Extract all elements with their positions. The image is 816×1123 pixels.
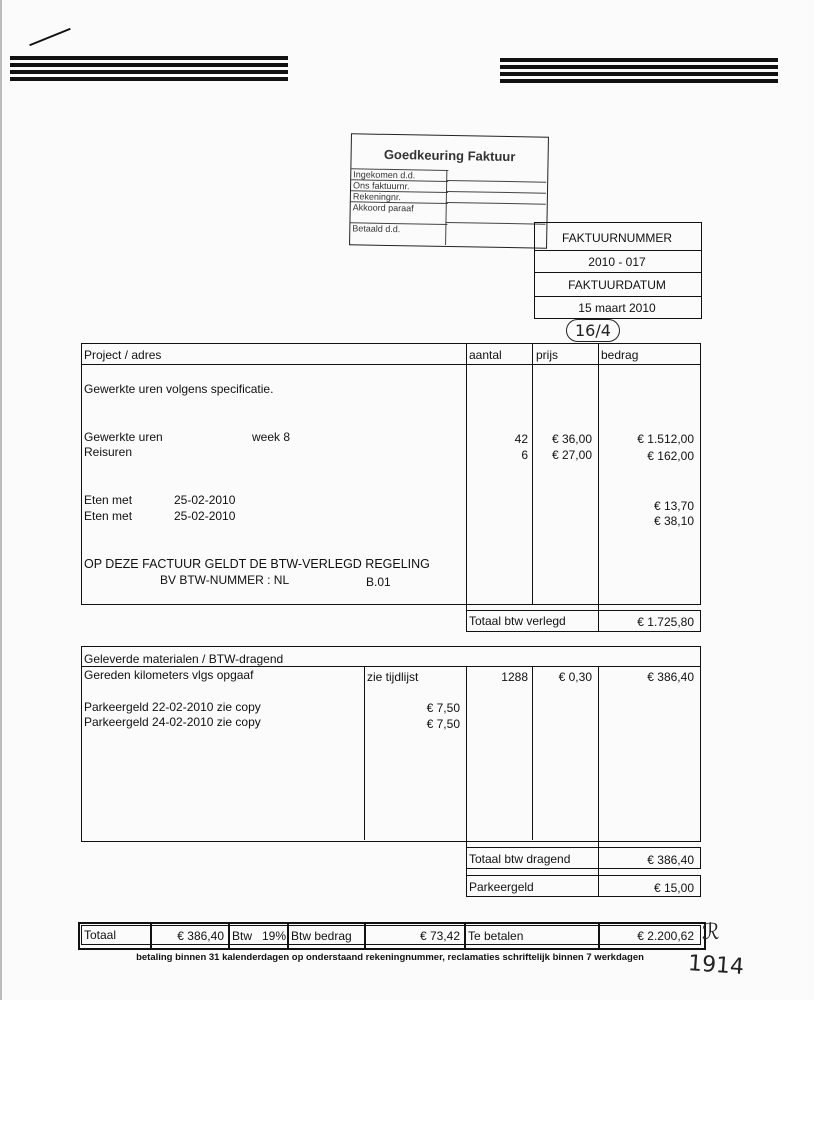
invoice-date-label: FAKTUURDATUM: [568, 278, 666, 292]
btw-number-line: BV BTW-NUMMER : NL: [160, 573, 290, 587]
stamp-row: Ons faktuurnr.: [351, 179, 448, 192]
total-btw-verlegd-value: € 1.725,80: [637, 615, 694, 629]
line-extra: week 8: [252, 430, 291, 444]
km-ref: zie tijdlijst: [367, 670, 419, 684]
section2-header: Geleverde materialen / BTW-dragend: [84, 652, 284, 666]
totaal-label: Totaal: [84, 928, 117, 942]
totaal-value: € 386,40: [177, 929, 224, 943]
stamp-row: Ingekomen d.d.: [351, 168, 448, 181]
parking-desc: Parkeergeld 22-02-2010 zie copy: [84, 700, 261, 714]
total-btw-dragend-label: Totaal btw dragend: [469, 852, 571, 866]
invoice-number: 2010 - 017: [588, 255, 646, 269]
total-btw-dragend-value: € 386,40: [647, 853, 694, 867]
header-prijs: prijs: [536, 348, 559, 362]
parkeergeld-label: Parkeergeld: [469, 880, 534, 894]
stamp-row: Akkoord paraaf: [350, 201, 447, 224]
line-aantal: 42: [514, 432, 528, 446]
km-bedrag: € 386,40: [647, 670, 694, 684]
payment-terms: betaling binnen 31 kalenderdagen op onderstaand rekeningnummer, reclamaties schriftelijk binnen 7 werkdagen: [136, 952, 644, 963]
handwritten-initials: ℛ: [702, 920, 720, 945]
te-betalen-label: Te betalen: [468, 929, 524, 943]
btw-pct: 19%: [262, 929, 287, 943]
line-desc: Eten met: [84, 509, 133, 523]
stamp-row: Rekeningnr.: [351, 190, 448, 203]
invoice-number-label: FAKTUURNUMMER: [562, 231, 672, 245]
line-extra: 25-02-2010: [174, 493, 236, 507]
header-stripes-left: [10, 56, 288, 88]
total-btw-verlegd-label: Totaal btw verlegd: [469, 614, 566, 628]
parkeergeld-value: € 15,00: [653, 881, 694, 895]
line-bedrag: € 1.512,00: [637, 432, 694, 446]
header-stripes-right: [500, 58, 778, 90]
line-bedrag: € 162,00: [647, 449, 694, 463]
header-bedrag: bedrag: [601, 348, 639, 362]
line-bedrag: € 13,70: [653, 499, 694, 513]
btw-label: Btw: [232, 929, 253, 943]
header-project: Project / adres: [84, 348, 162, 362]
line-aantal: 6: [521, 448, 528, 462]
invoice-date: 15 maart 2010: [578, 301, 656, 315]
stamp-title: Goedkeuring Faktuur: [383, 146, 516, 165]
line-desc: Gewerkte uren: [84, 430, 163, 444]
approval-stamp: [349, 133, 549, 248]
te-betalen-value: € 2.200,62: [637, 929, 694, 943]
line-desc: Eten met: [84, 493, 133, 507]
line-desc: Reisuren: [84, 445, 133, 459]
line-prijs: € 27,00: [551, 448, 592, 462]
section1-intro: Gewerkte uren volgens specificatie.: [84, 382, 274, 396]
header-aantal: aantal: [469, 348, 502, 362]
btw-notice: OP DEZE FACTUUR GELDT DE BTW-VERLEGD REGELING: [84, 557, 430, 571]
stamp-row: Betaald d.d.: [350, 222, 447, 235]
parking-value: € 7,50: [426, 701, 460, 715]
km-prijs: € 0,30: [558, 670, 592, 684]
btw-number-suffix: B.01: [366, 575, 391, 589]
parking-desc: Parkeergeld 24-02-2010 zie copy: [84, 715, 261, 729]
line-extra: 25-02-2010: [174, 509, 236, 523]
handwritten-number: 1914: [687, 951, 745, 980]
handwritten-date-mark: 16/4: [566, 319, 620, 342]
btw-bedrag-value: € 73,42: [419, 929, 460, 943]
km-aantal: 1288: [501, 670, 528, 684]
btw-bedrag-label: Btw bedrag: [291, 929, 352, 943]
parking-value: € 7,50: [426, 717, 460, 731]
line-bedrag: € 38,10: [653, 514, 694, 528]
km-desc: Gereden kilometers vlgs opgaaf: [84, 668, 254, 682]
line-prijs: € 36,00: [551, 432, 592, 446]
